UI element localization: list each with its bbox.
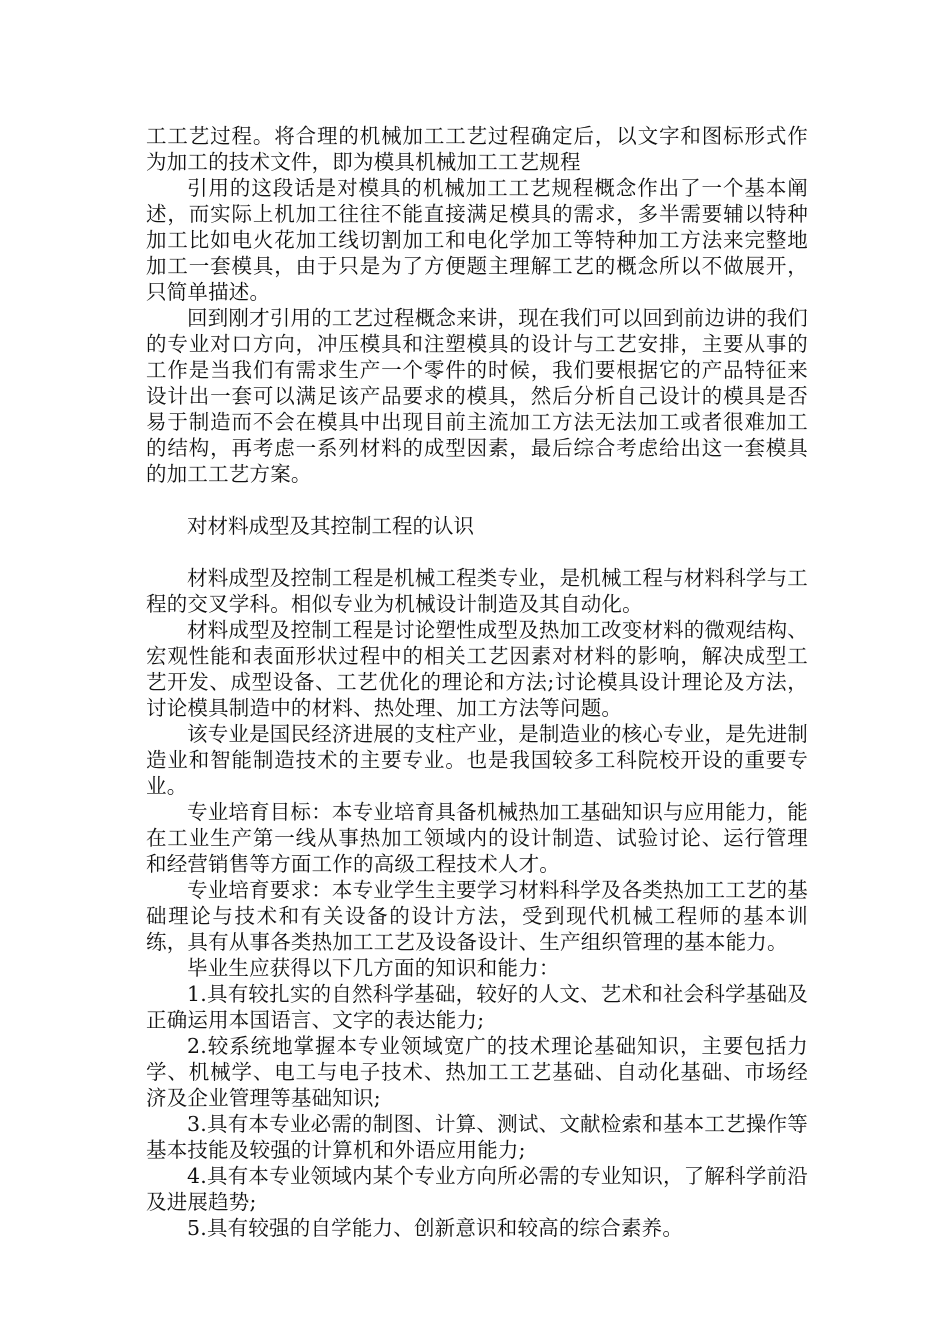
paragraph-special-machining: 引用的这段话是对模具的机械加工工艺规程概念作出了一个基本阐述，而实际上机加工往往不能直接满足模具的需求，多半需要辅以特种加工比如电火花加工线切割加工和电化学加工等特种加工方法来完整地加工一套模具，由于只是为了方便题主理解工艺的概念所以不做展开，只简单描述。 — [146, 176, 808, 304]
list-item-ability-1: 1.具有较扎实的自然科学基础，较好的人文、艺术和社会科学基础及正确运用本国语言、文字的表达能力; — [146, 982, 808, 1032]
section-heading: 对材料成型及其控制工程的认识 — [187, 514, 474, 538]
list-item-ability-2: 2.较系统地掌握本专业领域宽广的技术理论基础知识，主要包括力学、机械学、电工与电子技术、热加工工艺基础、自动化基础、市场经济及企业管理等基础知识; — [146, 1034, 808, 1110]
paragraph-major-importance: 该专业是国民经济进展的支柱产业，是制造业的核心专业，是先进制造业和智能制造技术的主要专业。也是我国较多工科院校开设的重要专业。 — [146, 722, 808, 798]
document-page — [146, 123, 808, 1241]
paragraph-major-overview: 材料成型及控制工程是机械工程类专业，是机械工程与材料科学与工程的交叉学科。相似专业为机械设计制造及其自动化。 — [146, 566, 808, 616]
paragraph-mold-design-work: 回到刚才引用的工艺过程概念来讲，现在我们可以回到前边讲的我们的专业对口方向，冲压模具和注塑模具的设计与工艺安排，主要从事的工作是当我们有需求生产一个零件的时候，我们要根据它的产品特征来设计出一套可以满足该产品要求的模具，然后分析自己设计的模具是否易于制造而不会在模具中出现目前主流加工方法无法加工或者很难加工的结构，再考虑一系列材料的成型因素，最后综合考虑给出这一套模具的加工工艺方案。 — [146, 306, 808, 486]
paragraph-major-research: 材料成型及控制工程是讨论塑性成型及热加工改变材料的微观结构、宏观性能和表面形状过程中的相关工艺因素对材料的影响，解决成型工艺开发、成型设备、工艺优化的理论和方法;讨论模具设计理论及方法，讨论模具制造中的材料、热处理、加工方法等问题。 — [146, 618, 808, 720]
paragraph-process-definition: 工工艺过程。将合理的机械加工工艺过程确定后，以文字和图标形式作为加工的技术文件，即为模具机械加工工艺规程 — [146, 124, 808, 174]
paragraph-training-requirements: 专业培育要求：本专业学生主要学习材料科学及各类热加工工艺的基础理论与技术和有关设备的设计方法，受到现代机械工程师的基本训练，具有从事各类热加工工艺及设备设计、生产组织管理的基本能力。 — [146, 878, 808, 954]
paragraph-graduate-abilities-intro: 毕业生应获得以下几方面的知识和能力： — [187, 956, 560, 980]
list-item-ability-4: 4.具有本专业领域内某个专业方向所必需的专业知识，了解科学前沿及进展趋势; — [146, 1164, 808, 1214]
paragraph-training-goal: 专业培育目标：本专业培育具备机械热加工基础知识与应用能力，能在工业生产第一线从事热加工领域内的设计制造、试验讨论、运行管理和经营销售等方面工作的高级工程技术人才。 — [146, 800, 808, 876]
list-item-ability-5: 5.具有较强的自学能力、创新意识和较高的综合素养。 — [187, 1216, 684, 1240]
list-item-ability-3: 3.具有本专业必需的制图、计算、测试、文献检索和基本工艺操作等基本技能及较强的计算机和外语应用能力; — [146, 1112, 808, 1162]
